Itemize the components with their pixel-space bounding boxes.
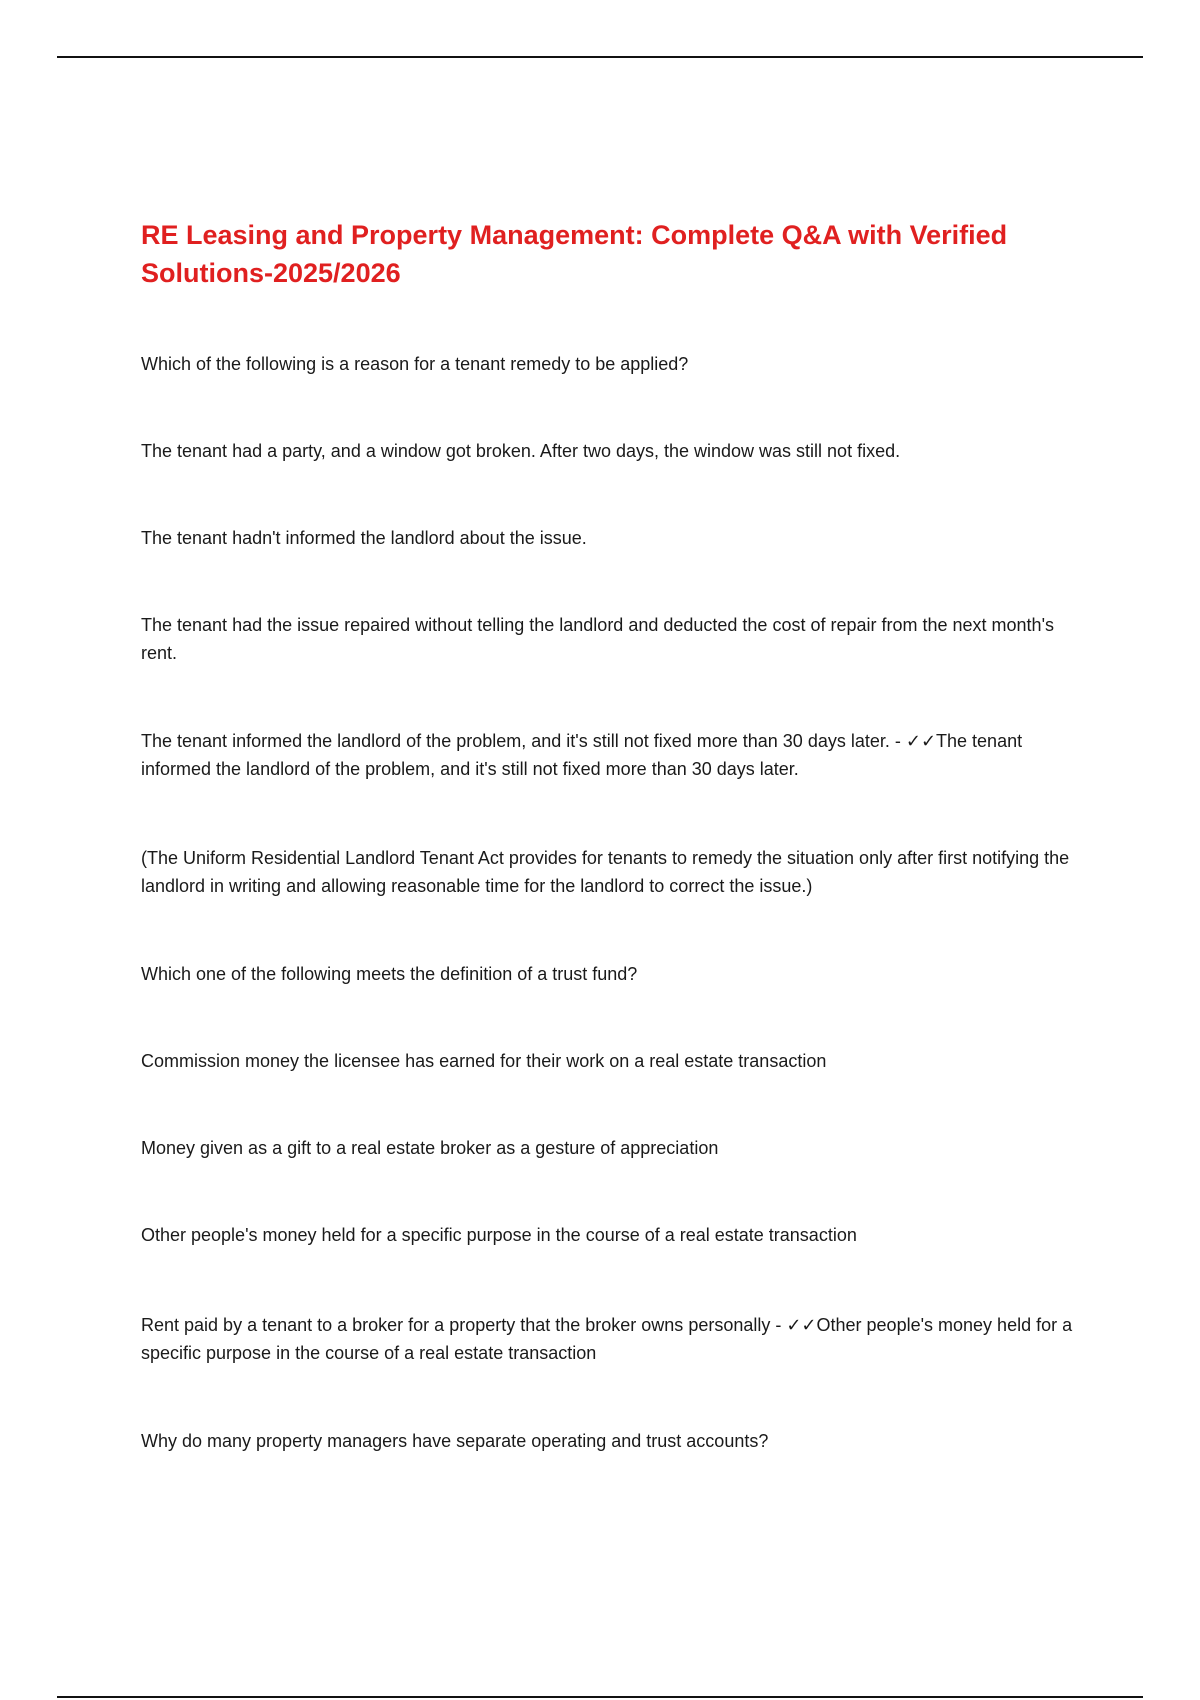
answer-option-2b: Money given as a gift to a real estate broker as a gesture of appreciation xyxy=(141,1138,719,1158)
answer-option-1a: The tenant had a party, and a window got broken. After two days, the window was still not fixed. xyxy=(141,441,901,461)
top-rule xyxy=(57,56,1143,58)
answer-option-1d-with-solution: The tenant informed the landlord of the problem, and it's still not fixed more than 30 days later. - ✓✓The tenant informed the landlord of the problem, and it's still not fixed more than 30 days later. xyxy=(141,731,1023,779)
document-title: RE Leasing and Property Management: Complete Q&A with Verified Solutions-2025/2026 xyxy=(141,220,1008,288)
question-1: Which of the following is a reason for a tenant remedy to be applied? xyxy=(141,354,689,374)
answer-option-1c: The tenant had the issue repaired without telling the landlord and deducted the cost of repair from the next month's rent. xyxy=(141,615,1054,663)
explanation-1: (The Uniform Residential Landlord Tenant Act provides for tenants to remedy the situation only after first notifying the landlord in writing and allowing reasonable time for the landlord to correct the issue.) xyxy=(141,848,1070,896)
answer-option-2d-with-solution: Rent paid by a tenant to a broker for a property that the broker owns personally - ✓✓Other people's money held for a specific purpose in the course of a real estate transaction xyxy=(141,1315,1073,1363)
answer-option-2c: Other people's money held for a specific purpose in the course of a real estate transaction xyxy=(141,1225,857,1245)
question-2: Which one of the following meets the definition of a trust fund? xyxy=(141,964,638,984)
question-3: Why do many property managers have separate operating and trust accounts? xyxy=(141,1431,769,1451)
answer-option-1b: The tenant hadn't informed the landlord about the issue. xyxy=(141,528,587,548)
bottom-rule xyxy=(57,1696,1143,1698)
answer-option-2a: Commission money the licensee has earned for their work on a real estate transaction xyxy=(141,1051,827,1071)
